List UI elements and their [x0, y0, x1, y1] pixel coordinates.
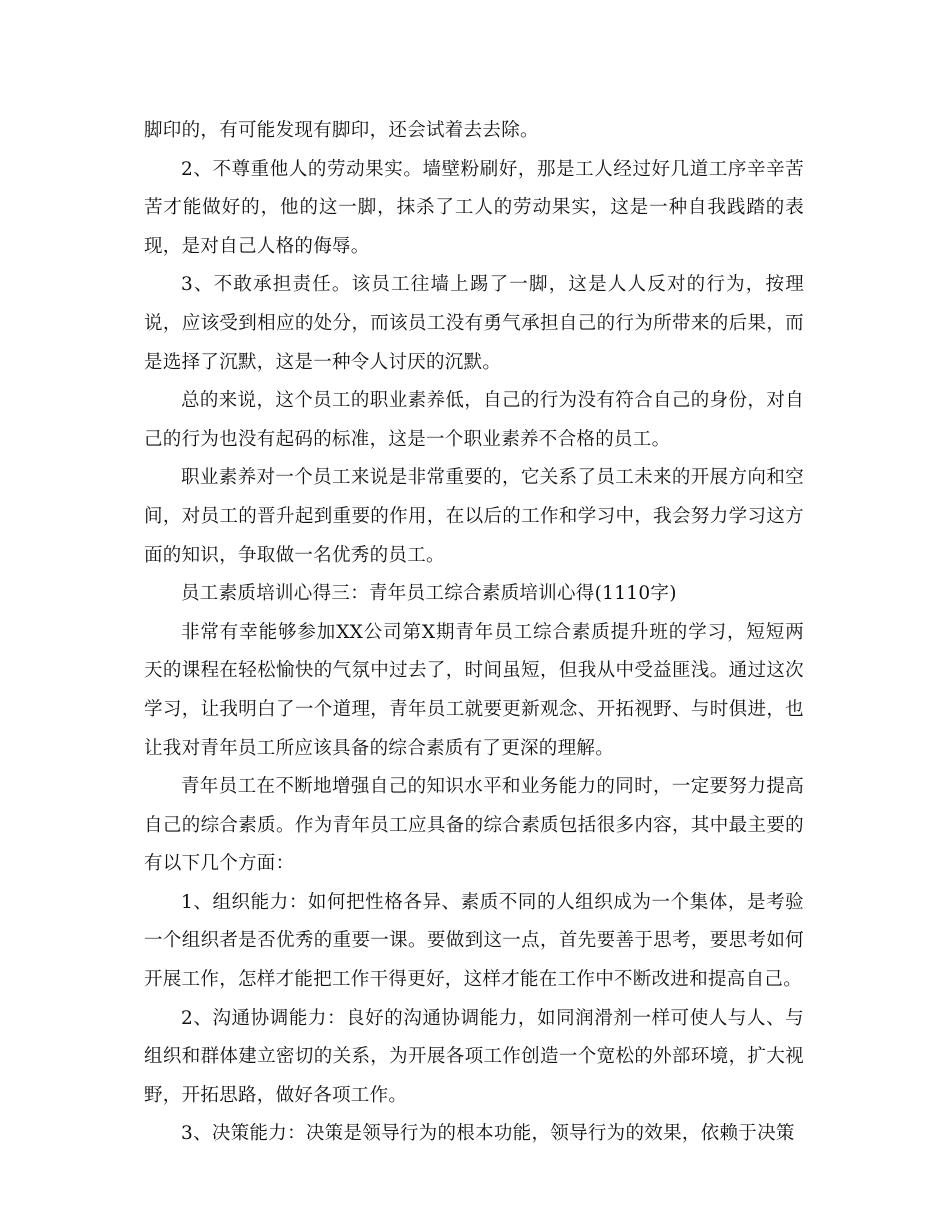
paragraph: 非常有幸能够参加XX公司第X期青年员工综合素质提升班的学习，短短两天的课程在轻松愉快的气氛中过去了，时间虽短，但我从中受益匪浅。通过这次学习，让我明白了一个道理，青年员工就要更新观念、开拓视野、与时俱进，也让我对青年员工所应该具备的综合素质有了更深的理解。: [144, 621, 804, 759]
paragraph: 职业素养对一个员工来说是非常重要的，它关系了员工未来的开展方向和空间，对员工的晋升起到重要的作用，在以后的工作和学习中，我会努力学习这方面的知识，争取做一名优秀的员工。: [144, 467, 804, 566]
paragraph: 总的来说，这个员工的职业素养低，自己的行为没有符合自己的身份，对自己的行为也没有起码的标准，这是一个职业素养不合格的员工。: [144, 390, 804, 450]
paragraph: 2、不尊重他人的劳动果实。墙壁粉刷好，那是工人经过好几道工序辛辛苦苦才能做好的，他的这一脚，抹杀了工人的劳动果实，这是一种自我践踏的表现，是对自己人格的侮辱。: [144, 158, 804, 257]
paragraph: 2、沟通协调能力：良好的沟通协调能力，如同润滑剂一样可使人与人、与组织和群体建立密切的关系，为开展各项工作创造一个宽松的外部环境，扩大视野，开拓思路，做好各项工作。: [144, 1007, 804, 1106]
paragraph: 1、组织能力：如何把性格各异、素质不同的人组织成为一个集体，是考验一个组织者是否优秀的重要一课。要做到这一点，首先要善于思考，要思考如何开展工作，怎样才能把工作干得更好，这样才能在工作中不断改进和提高自己。: [144, 891, 804, 991]
paragraph: 青年员工在不断地增强自己的知识水平和业务能力的同时，一定要努力提高自己的综合素质。作为青年员工应具备的综合素质包括很多内容，其中最主要的有以下几个方面：: [144, 776, 804, 875]
paragraph: 脚印的，有可能发现有脚印，还会试着去去除。: [144, 120, 539, 141]
section-heading: 员工素质培训心得三：青年员工综合素质培训心得(1110字): [181, 583, 677, 605]
document-body: [144, 112, 804, 1154]
paragraph: 3、决策能力：决策是领导行为的根本功能，领导行为的效果，依赖于决策: [181, 1123, 795, 1145]
paragraph: 3、不敢承担责任。该员工往墙上踢了一脚，这是人人反对的行为，按理说，应该受到相应的处分，而该员工没有勇气承担自己的行为所带来的后果，而是选择了沉默，这是一种令人讨厌的沉默。: [144, 274, 804, 373]
